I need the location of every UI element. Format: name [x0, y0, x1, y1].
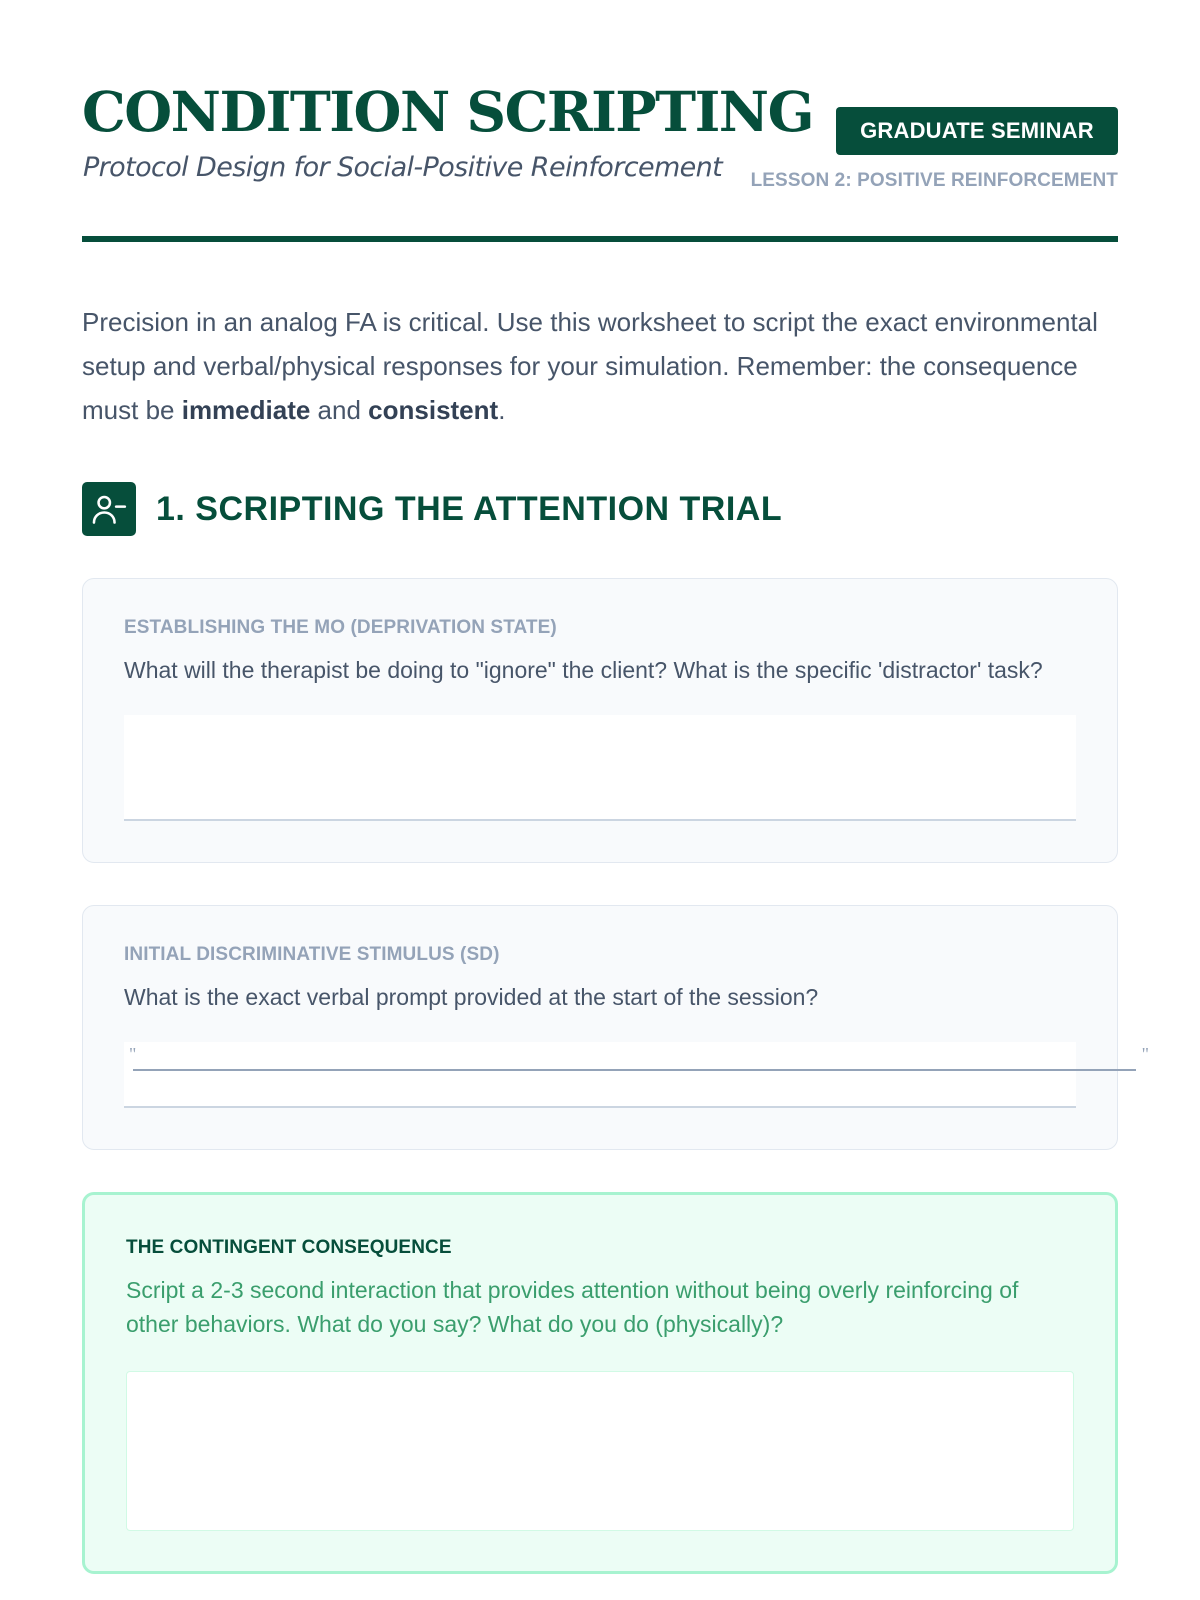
open-quote-mark: "	[129, 1044, 137, 1064]
consequence-answer-field[interactable]	[126, 1371, 1074, 1531]
card-question: What is the exact verbal prompt provided at the start of the session?	[124, 984, 819, 1010]
intro-text: and	[310, 395, 369, 425]
intro-text: .	[498, 395, 506, 425]
fill-in-line	[133, 1069, 1136, 1071]
card-label: INITIAL DISCRIMINATIVE STIMULUS (SD)	[124, 944, 500, 965]
header-divider	[82, 236, 1118, 242]
intro-emphasis-consistent: consistent	[368, 395, 499, 425]
lesson-label: LESSON 2: POSITIVE REINFORCEMENT	[750, 170, 1118, 191]
page-subtitle: Protocol Design for Social-Positive Reinforcement	[83, 152, 723, 183]
card-label: ESTABLISHING THE MO (DEPRIVATION STATE)	[124, 617, 557, 638]
mo-card	[82, 578, 1118, 863]
card-question: Script a 2-3 second interaction that provides attention without being overly reinforcing of other behaviors. What do you say? What do you do (physically)?	[126, 1277, 1019, 1337]
section-heading	[82, 482, 1118, 536]
intro-paragraph	[82, 300, 1118, 432]
intro-text: Precision in an analog FA is critical. Use this worksheet to script the exact environmental setup and verbal/physical responses for your simulation. Remember: the consequence must be	[82, 307, 1098, 425]
intro-emphasis-immediate: immediate	[181, 395, 311, 425]
sd-answer-field[interactable]	[124, 1042, 1149, 1108]
page-header	[82, 0, 1118, 246]
consequence-card	[82, 1192, 1118, 1574]
section-title: 1. SCRIPTING THE ATTENTION TRIAL	[156, 489, 783, 528]
card-label: THE CONTINGENT CONSEQUENCE	[126, 1237, 452, 1258]
user-minus-icon	[82, 482, 136, 536]
card-question: What will the therapist be doing to "ignore" the client? What is the specific 'distractor' task?	[124, 657, 1043, 683]
close-quote-mark: "	[1141, 1044, 1149, 1064]
mo-answer-field[interactable]	[124, 715, 1076, 821]
sd-card	[82, 905, 1149, 1150]
page-title: CONDITION SCRIPTING	[82, 79, 814, 144]
seminar-badge: GRADUATE SEMINAR	[836, 107, 1118, 155]
